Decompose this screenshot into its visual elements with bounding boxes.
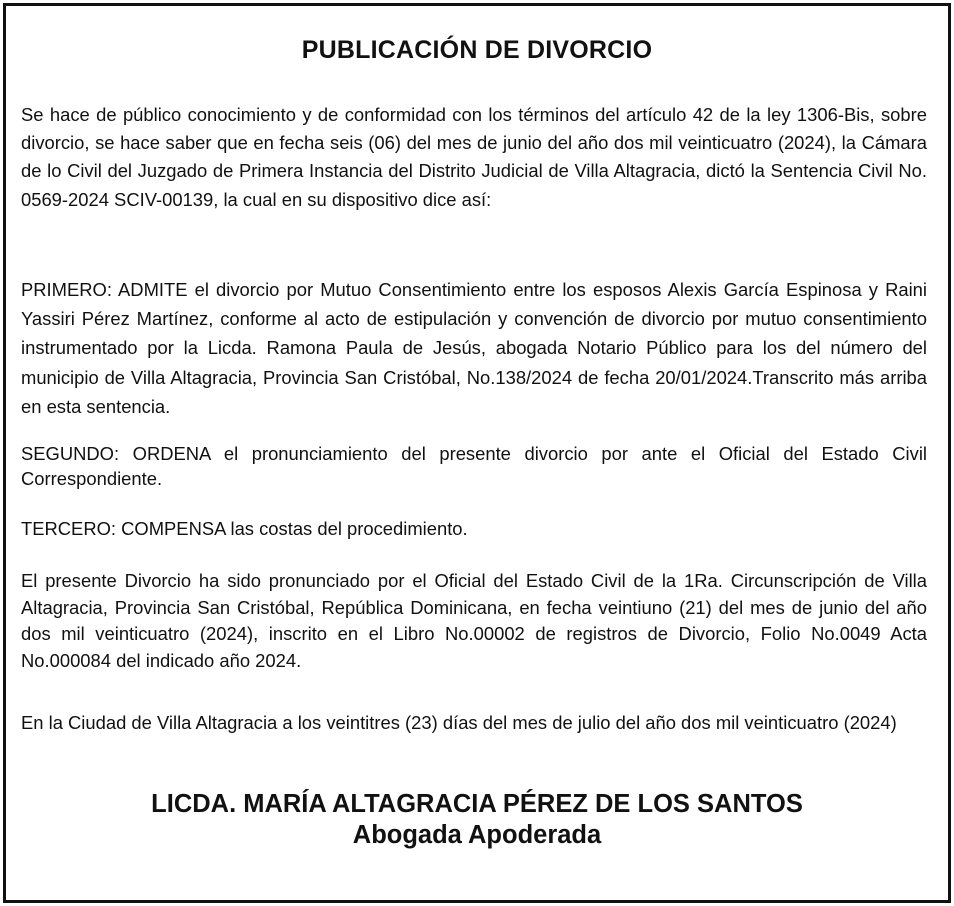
notice-title: PUBLICACIÓN DE DIVORCIO <box>301 36 653 64</box>
registration-paragraph: El presente Divorcio ha sido pronunciado por el Oficial del Estado Civil de la 1Ra. Circunscripción de Villa Altagracia, Provincia San Cristóbal, República Dominicana, en fecha veintiuno (21) del mes de junio del año dos mil veinticuatro (2024), inscrito en el Libro No.00002 de registros de Divorcio, Folio No.0049 Acta No.000084 del indicado año 2024. <box>21 570 927 671</box>
segundo-paragraph: SEGUNDO: ORDENA el pronunciamiento del presente divorcio por ante el Oficial del Estado Civil Correspondiente. <box>21 443 927 489</box>
signature-block <box>0 788 954 850</box>
closing-paragraph: En la Ciudad de Villa Altagracia a los veintitres (23) días del mes de julio del año dos mil veinticuatro (2024) <box>21 712 897 733</box>
tercero-paragraph: TERCERO: COMPENSA las costas del procedimiento. <box>21 518 468 539</box>
signature-name: LICDA. MARÍA ALTAGRACIA PÉREZ DE LOS SANTOS <box>151 790 803 818</box>
intro-paragraph: Se hace de público conocimiento y de conformidad con los términos del artículo 42 de la ley 1306-Bis, sobre divorcio, se hace saber que en fecha seis (06) del mes de junio del año dos mil veinticuatro (2024), la Cámara de lo Civil del Juzgado de Primera Instancia del Distrito Judicial de Villa Altagracia, dictó la Sentencia Civil No. 0569-2024 SCIV-00139, la cual en su dispositivo dice así: <box>21 104 927 210</box>
primero-paragraph: PRIMERO: ADMITE el divorcio por Mutuo Consentimiento entre los esposos Alexis García Espinosa y Raini Yassiri Pérez Martínez, conforme al acto de estipulación y convención de divorcio por mutuo consentimiento instrumentado por la Licda. Ramona Paula de Jesús, abogada Notario Público para los del número del municipio de Villa Altagracia, Provincia San Cristóbal, No.138/2024 de fecha 20/01/2024.Transcrito más arriba en esta sentencia. <box>21 279 927 417</box>
signature-role: Abogada Apoderada <box>352 821 602 849</box>
